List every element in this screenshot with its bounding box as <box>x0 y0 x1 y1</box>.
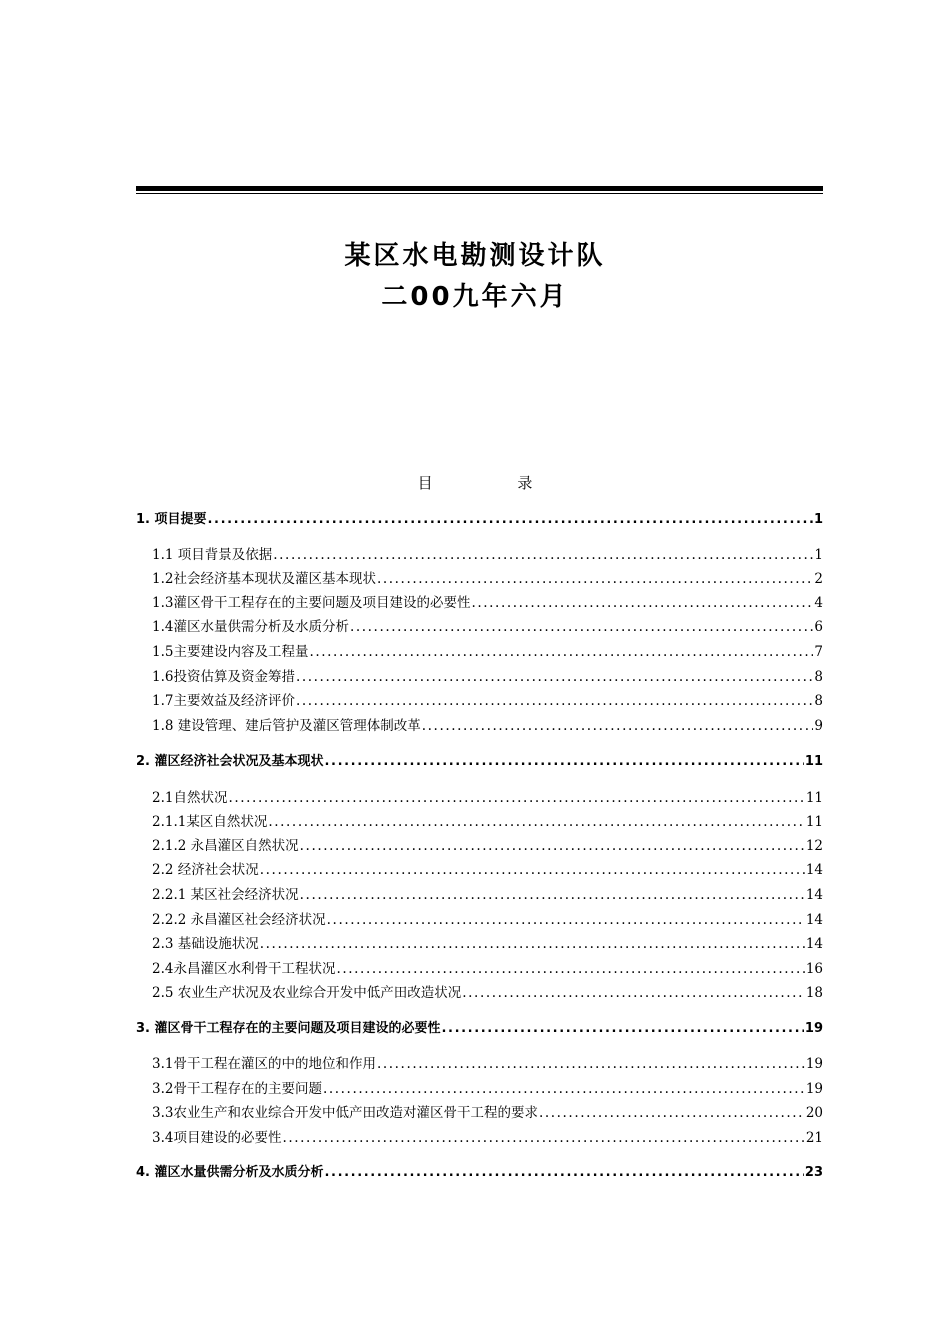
toc-entry-title: 1.7主要效益及经济评价 <box>152 693 295 709</box>
toc-section-entry[interactable] <box>136 640 823 662</box>
toc-section-entry[interactable] <box>136 591 823 613</box>
toc-leader-dots <box>442 1019 804 1039</box>
toc-entry-page: 8 <box>814 669 823 685</box>
toc-section-entry[interactable] <box>136 1101 823 1123</box>
toc-entry-page: 23 <box>804 1165 823 1180</box>
organization-name: 某区水电勘测设计队 <box>344 241 606 271</box>
toc-entry-title: 3.1骨干工程在灌区的中的地位和作用 <box>152 1056 376 1072</box>
toc-section-entry[interactable] <box>136 1077 823 1099</box>
toc-entry-title: 2.1.1某区自然状况 <box>152 814 268 830</box>
document-date: 二00九年六月 <box>381 282 569 312</box>
toc-section-entry[interactable] <box>136 1126 823 1148</box>
toc-leader-dots <box>325 752 804 772</box>
toc-entry-title: 2. 灌区经济社会状况及基本现状 <box>136 754 324 769</box>
toc-entry-title: 1.8 建设管理、建后管护及灌区管理体制改革 <box>152 718 421 734</box>
toc-leader-dots <box>268 812 804 832</box>
toc-leader-dots <box>336 959 804 979</box>
toc-section-entry[interactable] <box>136 689 823 711</box>
toc-section-entry[interactable] <box>136 957 823 979</box>
toc-section-entry[interactable] <box>136 567 823 589</box>
toc-section-entry[interactable] <box>136 883 823 905</box>
toc-section-entry[interactable] <box>136 615 823 637</box>
toc-entry-page: 14 <box>805 912 823 928</box>
toc-leader-dots <box>377 569 813 589</box>
toc-entry-title: 2.1.2 永昌灌区自然状况 <box>152 838 299 854</box>
toc-section-entry[interactable] <box>136 714 823 736</box>
toc-leader-dots <box>309 642 813 662</box>
toc-entry-title: 2.2 经济社会状况 <box>152 862 259 878</box>
toc-entry-title: 1.3灌区骨干工程存在的主要问题及项目建设的必要性 <box>152 595 471 611</box>
toc-leader-dots <box>539 1103 805 1123</box>
toc-leader-dots <box>323 1079 805 1099</box>
toc-leader-dots <box>260 860 805 880</box>
toc-chapter-entry[interactable] <box>136 1017 823 1039</box>
toc-entry-title: 4. 灌区水量供需分析及水质分析 <box>136 1165 324 1180</box>
toc-chapter-entry[interactable] <box>136 750 823 772</box>
toc-entry-title: 2.2.1 某区社会经济状况 <box>152 887 299 903</box>
toc-entry-page: 19 <box>805 1056 823 1072</box>
toc-entry-page: 19 <box>805 1081 823 1097</box>
toc-entry-title: 2.1自然状况 <box>152 790 228 806</box>
toc-leader-dots <box>325 1163 804 1183</box>
toc-entry-page: 14 <box>805 887 823 903</box>
toc-entry-page: 11 <box>805 790 823 806</box>
toc-entry-title: 3.3农业生产和农业综合开发中低产田改造对灌区骨干工程的要求 <box>152 1105 538 1121</box>
toc-section-entry[interactable] <box>136 786 823 808</box>
toc-entry-page: 14 <box>805 936 823 952</box>
toc-entry-page: 8 <box>814 693 823 709</box>
toc-section-entry[interactable] <box>136 543 823 565</box>
toc-section-entry[interactable] <box>136 1052 823 1074</box>
toc-leader-dots <box>300 885 805 905</box>
toc-section-entry[interactable] <box>136 665 823 687</box>
toc-leader-dots <box>350 617 813 637</box>
toc-entry-title: 2.4永昌灌区水利骨干工程状况 <box>152 961 336 977</box>
toc-entry-page: 6 <box>814 619 823 635</box>
toc-entry-page: 1 <box>814 547 823 563</box>
toc-section-entry[interactable] <box>136 834 823 856</box>
toc-entry-page: 11 <box>804 754 823 769</box>
toc-entry-page: 20 <box>805 1105 823 1121</box>
toc-leader-dots <box>327 910 805 930</box>
toc-leader-dots <box>296 667 813 687</box>
toc-entry-title: 1.4灌区水量供需分析及水质分析 <box>152 619 349 635</box>
toc-leader-dots <box>300 836 805 856</box>
toc-entry-title: 2.2.2 永昌灌区社会经济状况 <box>152 912 326 928</box>
toc-entry-page: 9 <box>814 718 823 734</box>
toc-entry-title: 1.2社会经济基本现状及灌区基本现状 <box>152 571 376 587</box>
toc-entry-page: 14 <box>805 862 823 878</box>
toc-leader-dots <box>282 1128 804 1148</box>
toc-entry-title: 1. 项目提要 <box>136 512 207 527</box>
toc-section-entry[interactable] <box>136 810 823 832</box>
toc-leader-dots <box>462 983 805 1003</box>
toc-leader-dots <box>377 1054 805 1074</box>
toc-leader-dots <box>422 716 814 736</box>
header-rule-thin <box>136 193 823 194</box>
toc-entry-title: 3.2骨干工程存在的主要问题 <box>152 1081 322 1097</box>
toc-entry-title: 1.1 项目背景及依据 <box>152 547 273 563</box>
toc-section-entry[interactable] <box>136 981 823 1003</box>
toc-entry-page: 1 <box>813 512 823 527</box>
toc-leader-dots <box>260 934 805 954</box>
toc-section-entry[interactable] <box>136 858 823 880</box>
toc-entry-page: 4 <box>814 595 823 611</box>
toc-entry-page: 19 <box>804 1021 823 1036</box>
toc-entry-page: 12 <box>805 838 823 854</box>
toc-entry-page: 2 <box>814 571 823 587</box>
toc-entry-page: 16 <box>805 961 823 977</box>
toc-section-entry[interactable] <box>136 932 823 954</box>
toc-leader-dots <box>273 545 813 565</box>
toc-entry-page: 11 <box>805 814 823 830</box>
header-rule-thick <box>136 186 823 191</box>
toc-entry-page: 7 <box>814 644 823 660</box>
toc-entry-title: 3. 灌区骨干工程存在的主要问题及项目建设的必要性 <box>136 1021 441 1036</box>
toc-entry-title: 2.5 农业生产状况及农业综合开发中低产田改造状况 <box>152 985 462 1001</box>
toc-entry-page: 21 <box>805 1130 823 1146</box>
toc-entry-page: 18 <box>805 985 823 1001</box>
toc-chapter-entry[interactable] <box>136 1161 823 1183</box>
toc-title: 目 录 <box>417 474 573 492</box>
toc-leader-dots <box>296 691 813 711</box>
toc-entry-title: 1.5主要建设内容及工程量 <box>152 644 309 660</box>
toc-section-entry[interactable] <box>136 908 823 930</box>
toc-entry-title: 2.3 基础设施状况 <box>152 936 259 952</box>
toc-leader-dots <box>228 788 804 808</box>
toc-chapter-entry[interactable] <box>136 508 823 530</box>
toc-entry-title: 1.6投资估算及资金筹措 <box>152 669 295 685</box>
toc-leader-dots <box>471 593 813 613</box>
toc-entry-title: 3.4项目建设的必要性 <box>152 1130 282 1146</box>
toc-leader-dots <box>208 510 813 530</box>
